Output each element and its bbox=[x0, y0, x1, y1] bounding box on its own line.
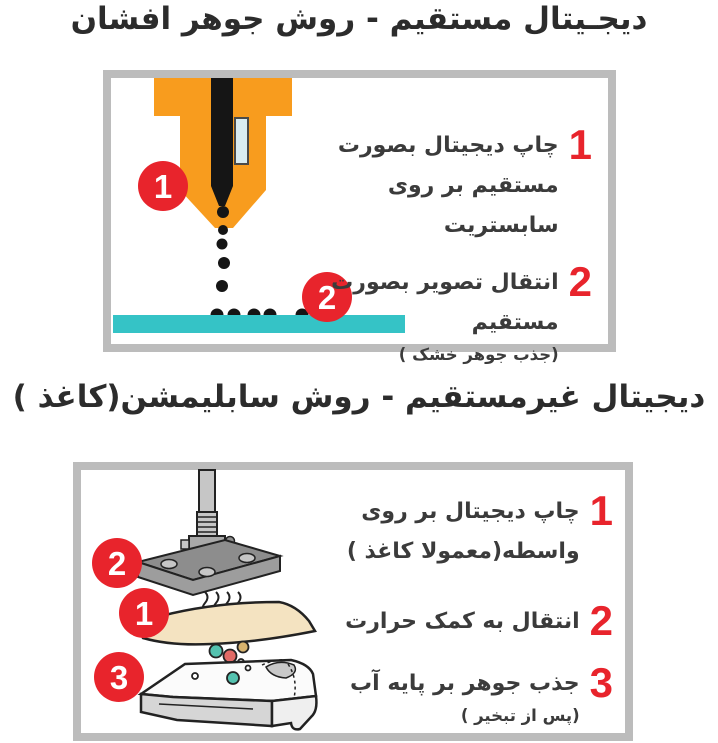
section1-title: دیجـیتال مستقیم - روش جوهر افشان bbox=[70, 1, 648, 37]
inkjet-steps bbox=[324, 121, 592, 367]
badge-1 bbox=[138, 161, 188, 211]
badge-1 bbox=[119, 588, 169, 638]
svg-text:1: 1 bbox=[134, 595, 154, 632]
step-number: 3 bbox=[589, 659, 613, 706]
svg-text:1: 1 bbox=[153, 168, 173, 205]
step-number: 1 bbox=[568, 121, 592, 168]
step-text: چاپ دیجیتال بر روی واسطه(معمولا کاغذ ) bbox=[346, 499, 580, 564]
ink-drops-icon bbox=[211, 225, 309, 322]
step-row bbox=[331, 487, 613, 572]
step-text: جذب جوهر بر پایه آب (پس از تبخیر ) bbox=[350, 664, 580, 728]
step-number: 2 bbox=[568, 258, 592, 305]
step-text: چاپ دیجیتال بصورت مستقیم بر روی سابستریت bbox=[337, 133, 559, 238]
step-row bbox=[331, 597, 613, 644]
sublimation-illustration bbox=[83, 470, 363, 733]
step-text: انتقال به کمک حرارت bbox=[345, 609, 580, 634]
inkjet-diagram-panel bbox=[103, 70, 616, 364]
section2-title: دیجیتال غیرمستقیم - روش سابلیمشن(کاغذ ) bbox=[12, 379, 706, 415]
step-note: (جذب جوهر خشک ) bbox=[398, 345, 559, 364]
step-row bbox=[331, 659, 613, 728]
badge-2 bbox=[92, 538, 142, 588]
step-row bbox=[324, 258, 592, 367]
step-note: (پس از تبخیر ) bbox=[460, 706, 580, 725]
svg-text:2: 2 bbox=[317, 279, 337, 316]
svg-text:2: 2 bbox=[107, 545, 127, 582]
step-number: 1 bbox=[589, 487, 613, 534]
svg-text:3: 3 bbox=[109, 659, 129, 696]
heat-press-icon bbox=[138, 470, 280, 595]
sublimation-steps bbox=[331, 487, 613, 728]
step-number: 2 bbox=[589, 597, 613, 644]
step-text: انتقال تصویر بصورت مستقیم (جذب جوهر خشک ) bbox=[324, 263, 559, 367]
tshirt-icon bbox=[141, 660, 316, 730]
sublimation-diagram-panel bbox=[73, 462, 633, 741]
badge-3 bbox=[94, 652, 144, 702]
step-row bbox=[324, 121, 592, 246]
